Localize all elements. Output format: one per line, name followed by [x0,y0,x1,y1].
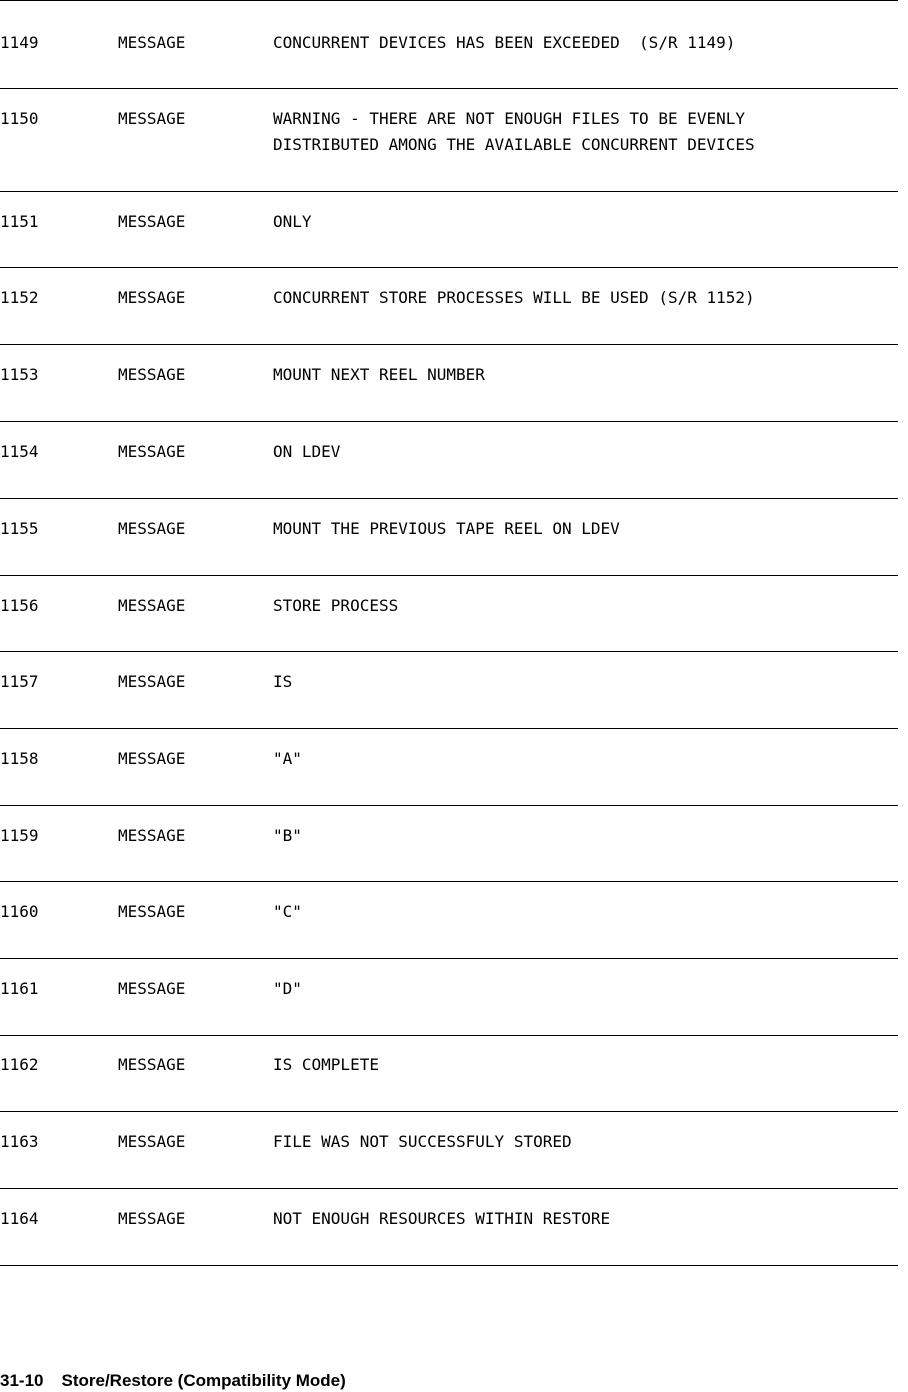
message-text: CONCURRENT DEVICES HAS BEEN EXCEEDED (S/R 1149) [273,33,736,52]
message-number: 1159 [0,826,39,845]
section-title: Store/Restore (Compatibility Mode) [61,1371,346,1390]
message-type: MESSAGE [118,519,186,538]
message-number: 1160 [0,902,39,921]
message-number: 1162 [0,1055,39,1074]
message-text: "A" [273,749,302,768]
message-number: 1156 [0,596,39,615]
message-type: MESSAGE [118,596,186,615]
message-row [0,362,898,422]
message-text: FILE WAS NOT SUCCESSFULY STORED [273,1132,572,1151]
page-footer [0,1370,346,1392]
message-text: STORE PROCESS [273,596,399,615]
message-row [0,669,898,729]
message-text: "D" [273,979,302,998]
top-rule [0,0,898,1]
message-text: ONLY [273,212,312,231]
message-row [0,1052,898,1112]
message-type: MESSAGE [118,365,186,384]
message-number: 1164 [0,1209,39,1228]
message-row [0,30,898,89]
message-number: 1158 [0,749,39,768]
message-type: MESSAGE [118,1209,186,1228]
message-number: 1163 [0,1132,39,1151]
message-row [0,746,898,806]
message-type: MESSAGE [118,749,186,768]
message-number: 1161 [0,979,39,998]
message-row [0,516,898,576]
message-number: 1150 [0,109,39,128]
message-row [0,976,898,1036]
message-text: MOUNT NEXT REEL NUMBER [273,365,485,384]
message-type: MESSAGE [118,442,186,461]
message-type: MESSAGE [118,212,186,231]
message-text: ON LDEV [273,442,341,461]
message-number: 1154 [0,442,39,461]
message-number: 1152 [0,288,39,307]
message-text: "B" [273,826,302,845]
message-number: 1153 [0,365,39,384]
message-row [0,1129,898,1189]
message-text: CONCURRENT STORE PROCESSES WILL BE USED (S/R 1152) [273,288,755,307]
message-number: 1157 [0,672,39,691]
message-type: MESSAGE [118,979,186,998]
message-type: MESSAGE [118,109,186,128]
message-type: MESSAGE [118,826,186,845]
message-row [0,285,898,345]
message-row [0,823,898,882]
message-text: IS COMPLETE [273,1055,379,1074]
message-type: MESSAGE [118,288,186,307]
message-number: 1155 [0,519,39,538]
message-row [0,439,898,499]
message-text: WARNING - THERE ARE NOT ENOUGH FILES TO BE EVENLY DISTRIBUTED AMONG THE AVAILABLE CONCURRENT DEVICES [273,109,755,154]
message-row [0,899,898,959]
message-text: MOUNT THE PREVIOUS TAPE REEL ON LDEV [273,519,620,538]
page-number: 31-10 [0,1371,44,1390]
message-text: "C" [273,902,302,921]
message-type: MESSAGE [118,672,186,691]
message-type: MESSAGE [118,33,186,52]
message-text: IS [273,672,293,691]
message-number: 1151 [0,212,39,231]
message-row [0,593,898,652]
message-number: 1149 [0,33,39,52]
message-type: MESSAGE [118,1055,186,1074]
message-type: MESSAGE [118,1132,186,1151]
message-row [0,1206,898,1266]
message-type: MESSAGE [118,902,186,921]
message-row [0,209,898,268]
message-text: NOT ENOUGH RESOURCES WITHIN RESTORE [273,1209,611,1228]
message-row [0,106,898,192]
